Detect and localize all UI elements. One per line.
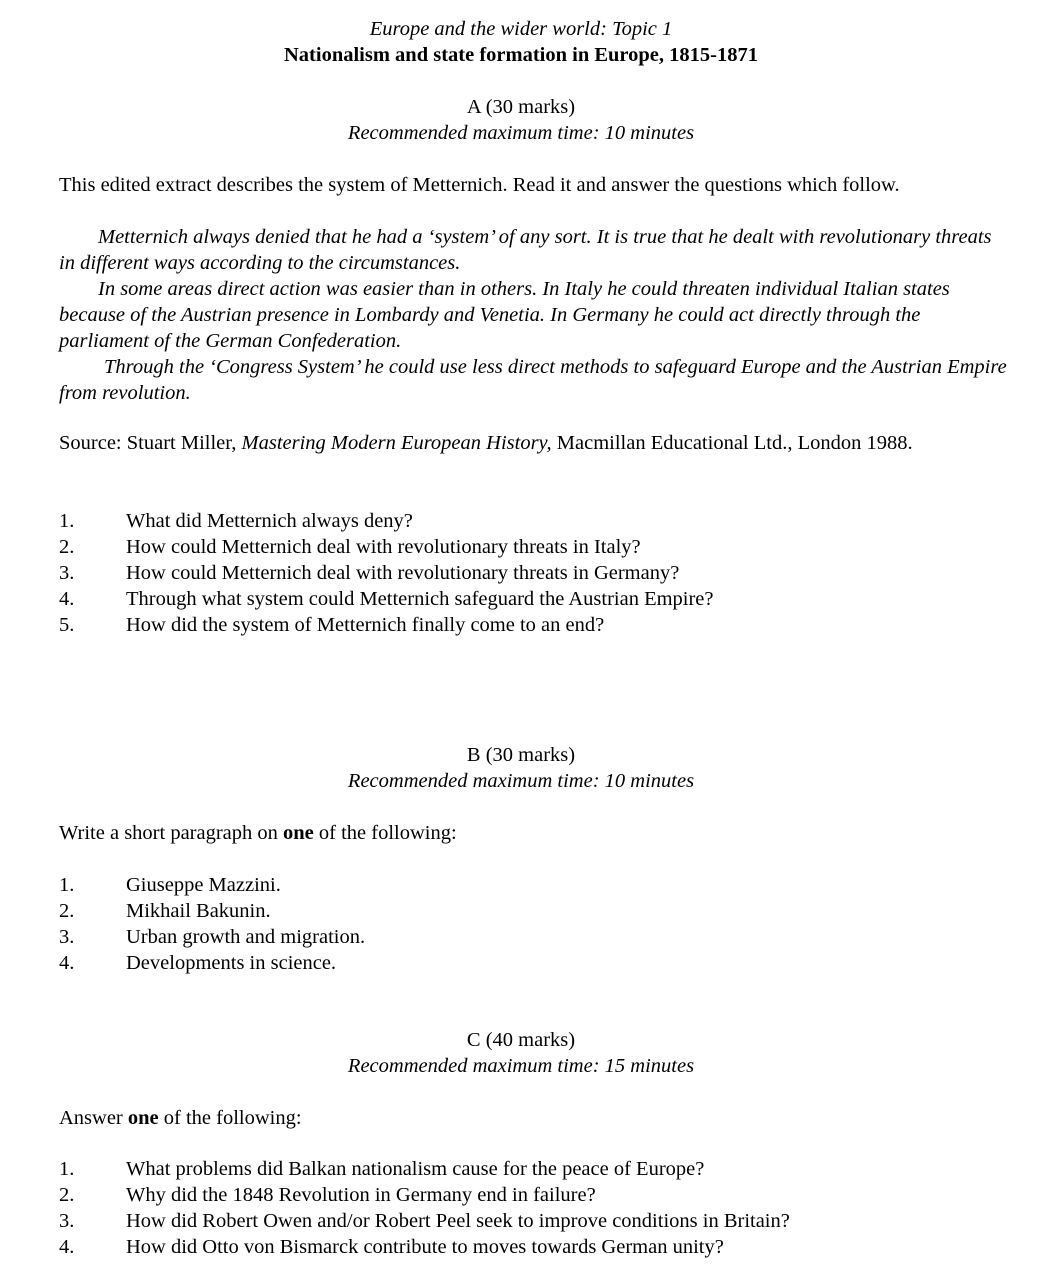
extract-paragraph: Metternich always denied that he had a ‘system’ of any sort. It is true that he dealt with revolutionary threats in different ways according to the circumstances.: [59, 226, 992, 274]
extract-paragraph: Through the ‘Congress System’ he could use less direct methods to safeguard Europe and the Austrian Empire from revolution.: [59, 356, 1007, 404]
item-number: 3.: [59, 926, 75, 948]
document-title: Nationalism and state formation in Europe, 1815-1871: [284, 44, 758, 66]
topic-line: Europe and the wider world: Topic 1: [369, 18, 673, 40]
section-b-instruction: [59, 820, 999, 846]
section-c-instruction: [59, 1105, 999, 1131]
section-b-topic-list: [0, 872, 1058, 976]
instruction-text: Answer: [59, 1107, 128, 1129]
question-number: 2.: [59, 1184, 75, 1206]
item-text: Urban growth and migration.: [126, 926, 366, 948]
source-book-title: Mastering Modern European History,: [241, 432, 552, 454]
question-number: 4.: [59, 588, 75, 610]
source-prefix: Source: Stuart Miller,: [59, 432, 242, 454]
instruction-text: of the following:: [158, 1107, 302, 1129]
section-a-heading: A (30 marks): [466, 96, 576, 118]
question-number: 2.: [59, 536, 75, 558]
item-number: 1.: [59, 874, 75, 896]
question-number: 1.: [59, 510, 75, 532]
question-number: 5.: [59, 614, 75, 636]
item-text: Mikhail Bakunin.: [126, 900, 271, 922]
question-text: How could Metternich deal with revolutionary threats in Italy?: [126, 536, 641, 558]
section-b-time: Recommended maximum time: 10 minutes: [347, 770, 695, 792]
instruction-text: of the following:: [313, 822, 457, 844]
section-a-time: Recommended maximum time: 10 minutes: [347, 122, 695, 144]
question-text: How did Robert Owen and/or Robert Peel seek to improve conditions in Britain?: [126, 1210, 790, 1232]
question-text: Why did the 1848 Revolution in Germany end in failure?: [126, 1184, 596, 1206]
question-text: What problems did Balkan nationalism cause for the peace of Europe?: [126, 1158, 705, 1180]
question-number: 1.: [59, 1158, 75, 1180]
item-text: Developments in science.: [126, 952, 337, 974]
section-a-instruction: This edited extract describes the system of Metternich. Read it and answer the questions which follow.: [59, 174, 900, 196]
metternich-extract: [59, 224, 1009, 406]
question-text: What did Metternich always deny?: [126, 510, 413, 532]
source-suffix: Macmillan Educational Ltd., London 1988.: [551, 432, 913, 454]
question-number: 3.: [59, 1210, 75, 1232]
question-text: Through what system could Metternich safeguard the Austrian Empire?: [126, 588, 714, 610]
instruction-emphasis: one: [283, 822, 314, 844]
extract-paragraph: In some areas direct action was easier than in others. In Italy he could threaten individual Italian states because of the Austrian presence in Lombardy and Venetia. In Germany he could act directly through the parliament of the German Confederation.: [59, 278, 950, 352]
question-text: How did the system of Metternich finally come to an end?: [126, 614, 605, 636]
question-text: How could Metternich deal with revolutionary threats in Germany?: [126, 562, 680, 584]
section-c-heading: C (40 marks): [466, 1029, 576, 1051]
item-number: 2.: [59, 900, 75, 922]
instruction-emphasis: one: [127, 1107, 159, 1129]
section-a-question-list: [0, 508, 1058, 638]
item-text: Giuseppe Mazzini.: [126, 874, 281, 896]
instruction-text: Write a short paragraph on: [59, 822, 284, 844]
item-number: 4.: [59, 952, 75, 974]
section-c-time: Recommended maximum time: 15 minutes: [347, 1055, 695, 1077]
question-text: How did Otto von Bismarck contribute to moves towards German unity?: [126, 1236, 724, 1258]
section-b-heading: B (30 marks): [466, 744, 576, 766]
question-number: 3.: [59, 562, 75, 584]
source-citation: [59, 430, 999, 456]
question-number: 4.: [59, 1236, 75, 1258]
section-c-question-list: [0, 1156, 1058, 1266]
